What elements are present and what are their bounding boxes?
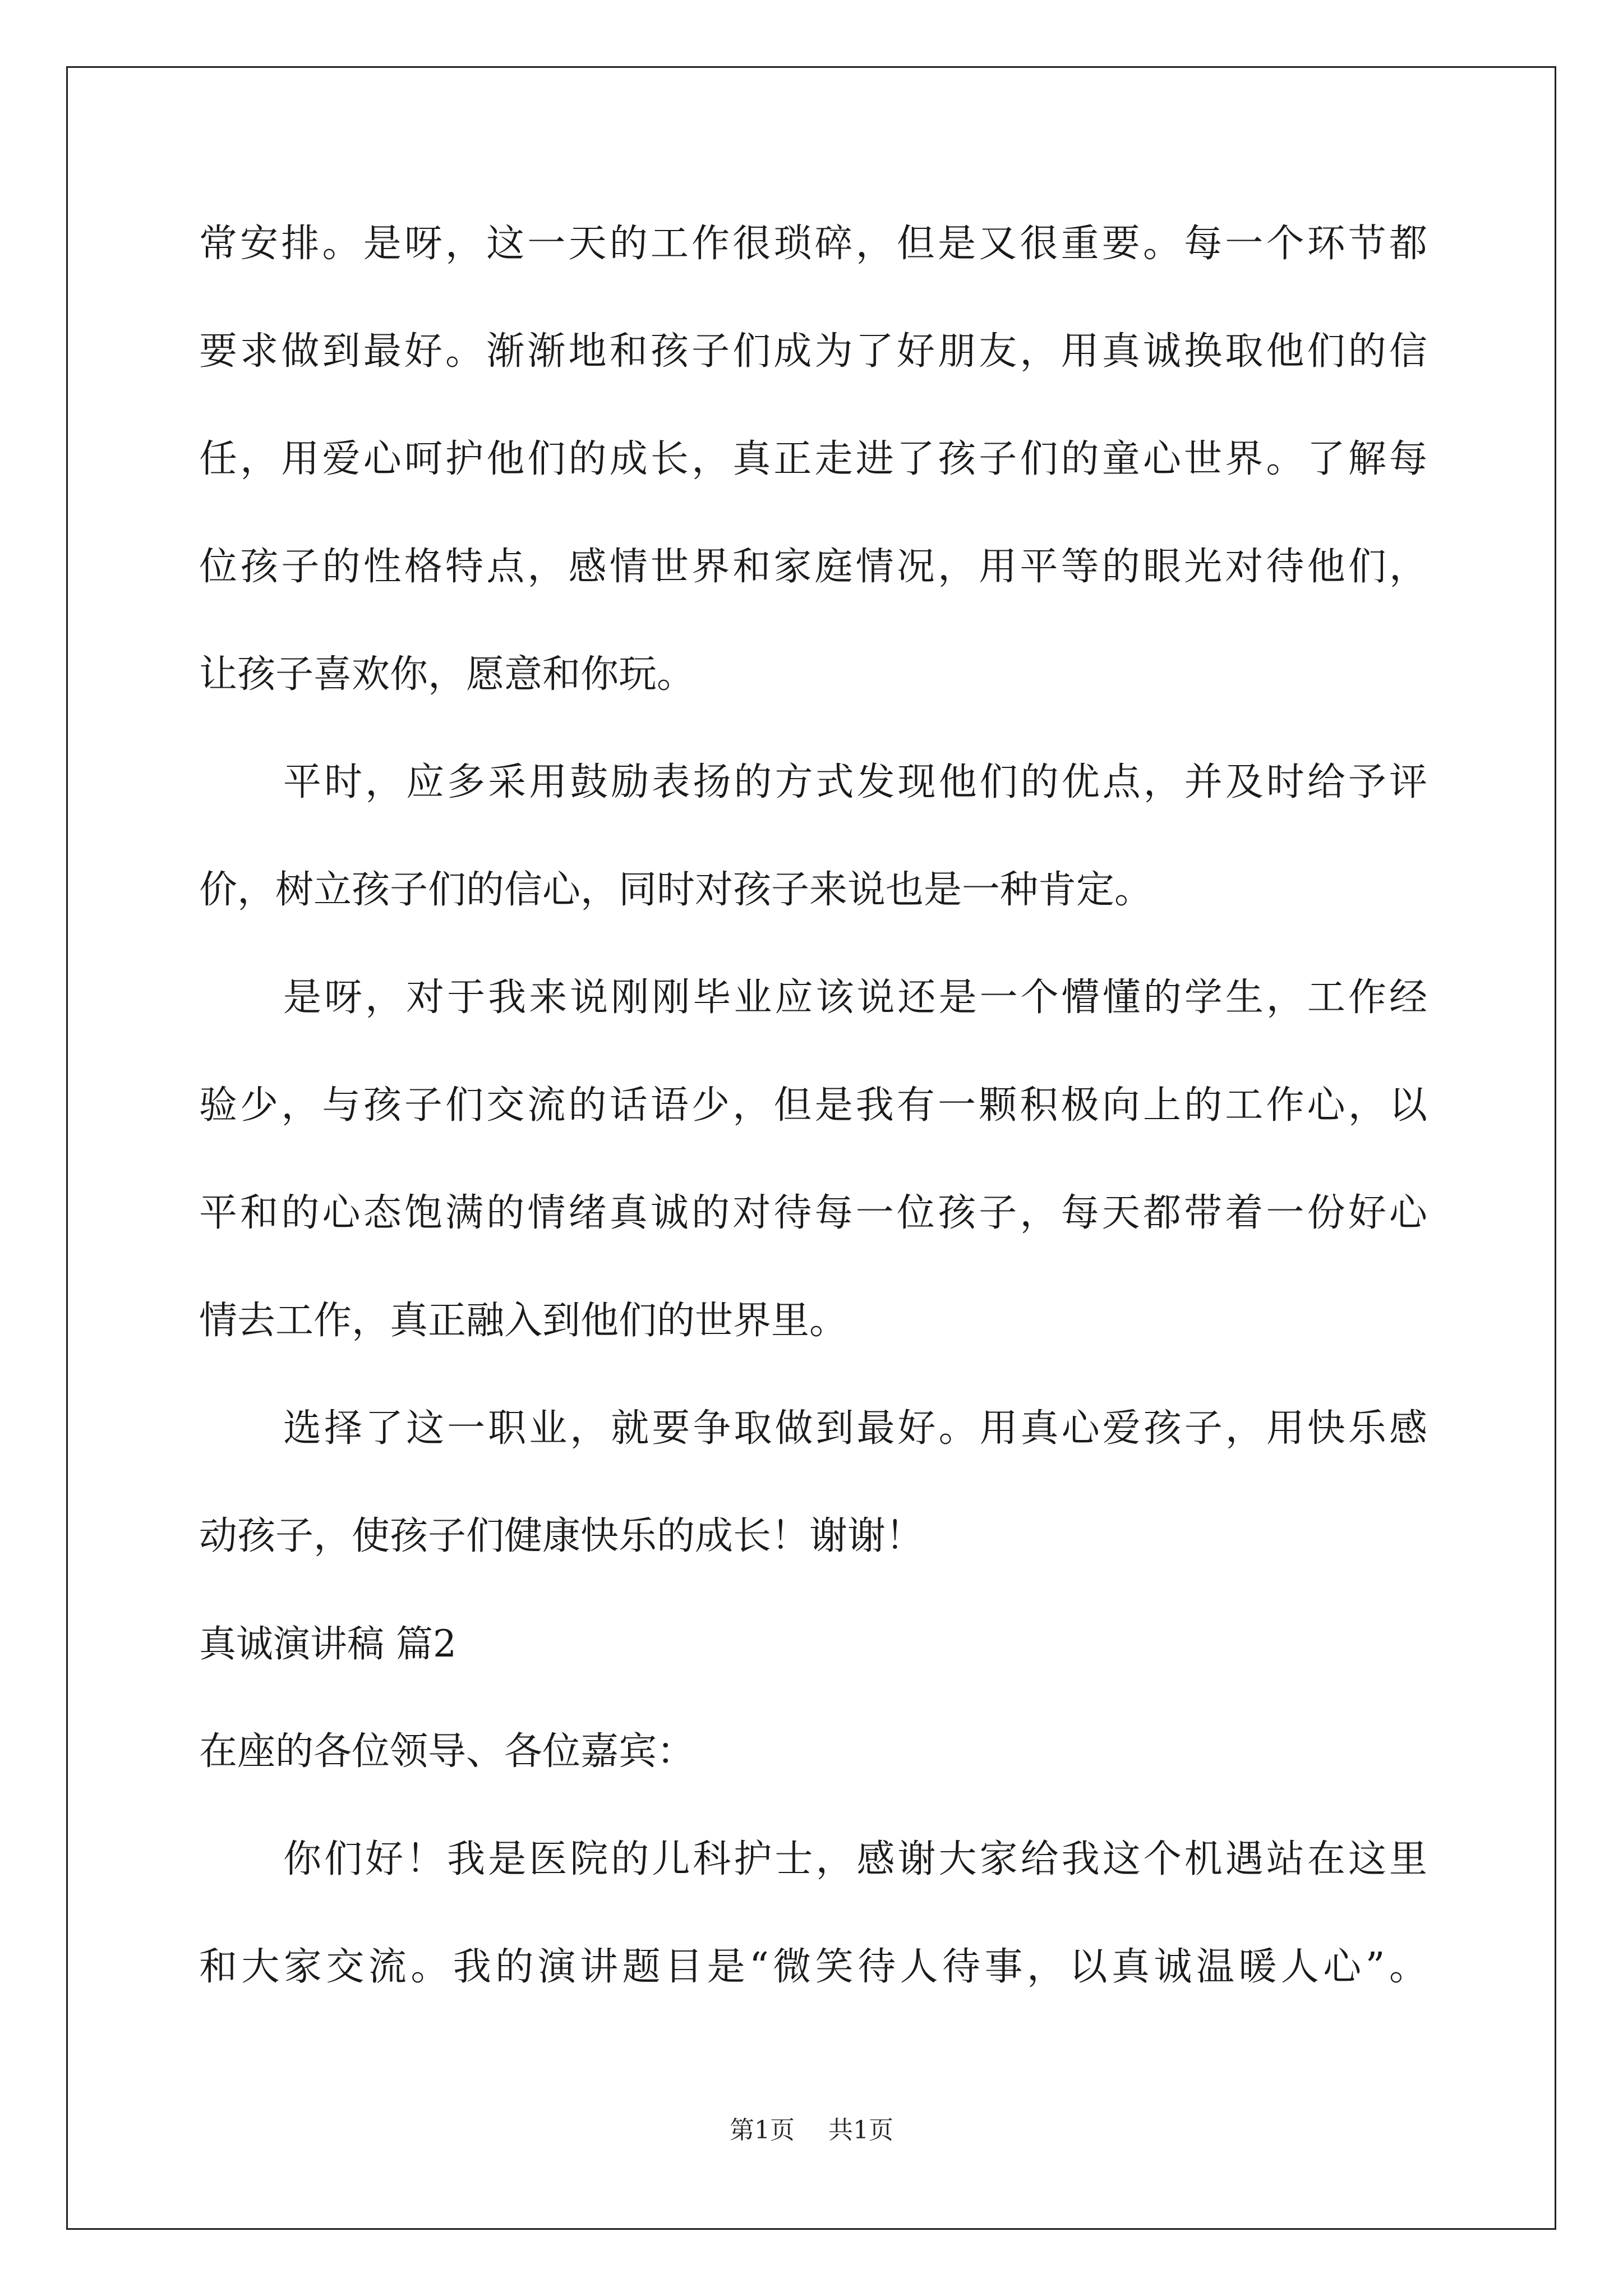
paragraph-line: 任，用爱心呵护他们的成长，真正走进了孩子们的童心世界。了解每 <box>199 437 1427 481</box>
paragraph-line: 情去工作，真正融入到他们的世界里。 <box>199 1299 848 1343</box>
salutation-line: 在座的各位领导、各位嘉宾： <box>199 1729 695 1774</box>
document-body <box>199 213 1427 2044</box>
paragraph-line: 让孩子喜欢你，愿意和你玩。 <box>199 652 695 697</box>
page-footer <box>0 2114 1623 2147</box>
paragraph-line: 要求做到最好。渐渐地和孩子们成为了好朋友，用真诚换取他们的信 <box>199 329 1427 374</box>
paragraph-line: 位孩子的性格特点，感情世界和家庭情况，用平等的眼光对待他们， <box>199 545 1427 589</box>
paragraph-line: 平时，应多采用鼓励表扬的方式发现他们的优点，并及时给予评 <box>283 760 1427 804</box>
paragraph-line: 你们好！我是医院的儿科护士，感谢大家给我这个机遇站在这里 <box>283 1837 1427 1881</box>
page-number: 第1页 <box>730 2116 795 2145</box>
paragraph-line: 选择了这一职业，就要争取做到最好。用真心爱孩子，用快乐感 <box>283 1406 1427 1451</box>
paragraph-line: 价，树立孩子们的信心，同时对孩子来说也是一种肯定。 <box>199 868 1153 912</box>
section-heading: 真诚演讲稿 篇2 <box>199 1622 457 1665</box>
paragraph-line: 是呀，对于我来说刚刚毕业应该说还是一个懵懂的学生，工作经 <box>283 976 1427 1020</box>
paragraph-line: 动孩子，使孩子们健康快乐的成长！谢谢！ <box>199 1514 924 1558</box>
page-total: 共1页 <box>828 2116 893 2145</box>
paragraph-line: 平和的心态饱满的情绪真诚的对待每一位孩子，每天都带着一份好心 <box>199 1191 1427 1235</box>
paragraph-line: 验少，与孩子们交流的话语少，但是我有一颗积极向上的工作心，以 <box>199 1083 1427 1128</box>
paragraph-line: 和大家交流。我的演讲题目是“微笑待人待事，以真诚温暖人心”。 <box>199 1945 1427 1989</box>
paragraph-line: 常安排。是呀，这一天的工作很琐碎，但是又很重要。每一个环节都 <box>199 222 1427 266</box>
